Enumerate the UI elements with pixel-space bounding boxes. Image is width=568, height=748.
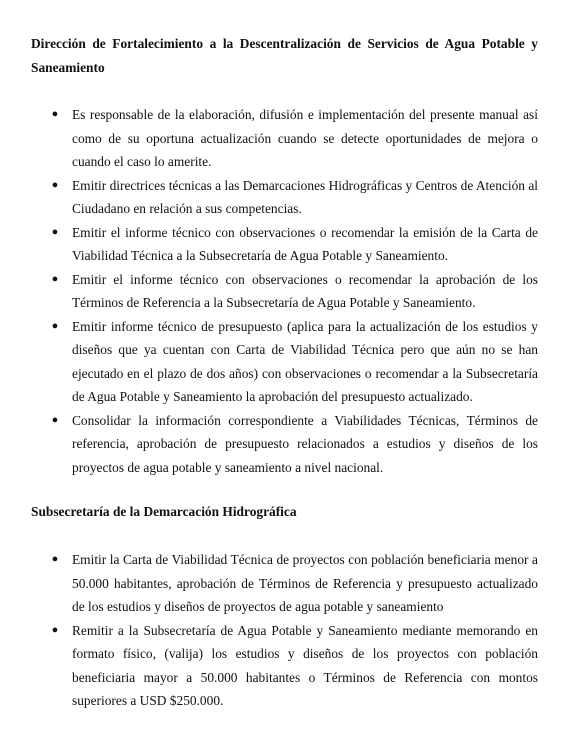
bullet-icon: ● xyxy=(51,553,59,565)
list-item xyxy=(31,409,538,480)
bullet-icon: ● xyxy=(51,108,59,120)
list-item-text: Emitir directrices técnicas a las Demarcaciones Hidrográficas y Centros de Atención al Ciudadano en relación a sus competencias. xyxy=(72,177,538,216)
list-item xyxy=(31,174,538,221)
list-item-text: Remitir a la Subsecretaría de Agua Potable y Saneamiento mediante memorando en formato físico, (valija) los estudios y diseños de los proyectos con población beneficiaria mayor a 50.000 habitantes o Términos de Referencia con montos superiores a USD $250.000. xyxy=(72,622,538,708)
list-item xyxy=(31,103,538,174)
list-item-text: Es responsable de la elaboración, difusión e implementación del presente manual así como de su oportuna actualización cuando se detecte oportunidades de mejora o cuando el caso lo amerite. xyxy=(72,107,538,169)
responsibility-list-subsecretaria xyxy=(31,548,538,713)
list-item xyxy=(31,221,538,268)
list-item xyxy=(31,268,538,315)
bullet-icon: ● xyxy=(51,272,59,285)
list-item-text: Emitir la Carta de Viabilidad Técnica de proyectos con población beneficiaria menor a 50.000 habitantes, aprobación de Términos de Referencia y presupuesto actualizado de los estudios y diseños de proyectos de agua potable y saneamiento xyxy=(72,552,538,614)
list-item-text: Emitir el informe técnico con observaciones o recomendar la aprobación de los Términos de Referencia a la Subsecretaría de Agua Potable y Saneamiento. xyxy=(72,271,538,310)
list-item-text: Emitir informe técnico de presupuesto (aplica para la actualización de los estudios y diseños que ya cuentan con Carta de Viabilidad Técnica pero que aún no se han ejecutado en el plazo de dos años) con observaciones o recomendar a la Subsecretaría de Agua Potable y Saneamiento la aprobación del presupuesto actualizado. xyxy=(72,318,538,404)
responsibility-list-direccion xyxy=(31,103,538,479)
section-title-subsecretaria: Subsecretaría de la Demarcación Hidrográfica xyxy=(31,504,297,519)
bullet-icon: ● xyxy=(51,413,59,426)
bullet-icon: ● xyxy=(51,319,59,332)
list-item xyxy=(31,619,538,713)
section-title-direccion: Dirección de Fortalecimiento a la Descentralización de Servicios de Agua Potable y Saneamiento xyxy=(31,36,538,75)
list-item xyxy=(31,315,538,409)
list-item-text: Consolidar la información correspondiente a Viabilidades Técnicas, Términos de referencia, aprobación de presupuesto relacionados a estudios y diseños de los proyectos de agua potable y saneamiento a nivel nacional. xyxy=(72,412,538,475)
list-item xyxy=(31,548,538,619)
bullet-icon: ● xyxy=(51,178,59,191)
list-item-text: Emitir el informe técnico con observaciones o recomendar la emisión de la Carta de Viabilidad Técnica a la Subsecretaría de Agua Potable y Saneamiento. xyxy=(72,224,538,263)
bullet-icon: ● xyxy=(51,623,59,636)
bullet-icon: ● xyxy=(51,225,59,238)
